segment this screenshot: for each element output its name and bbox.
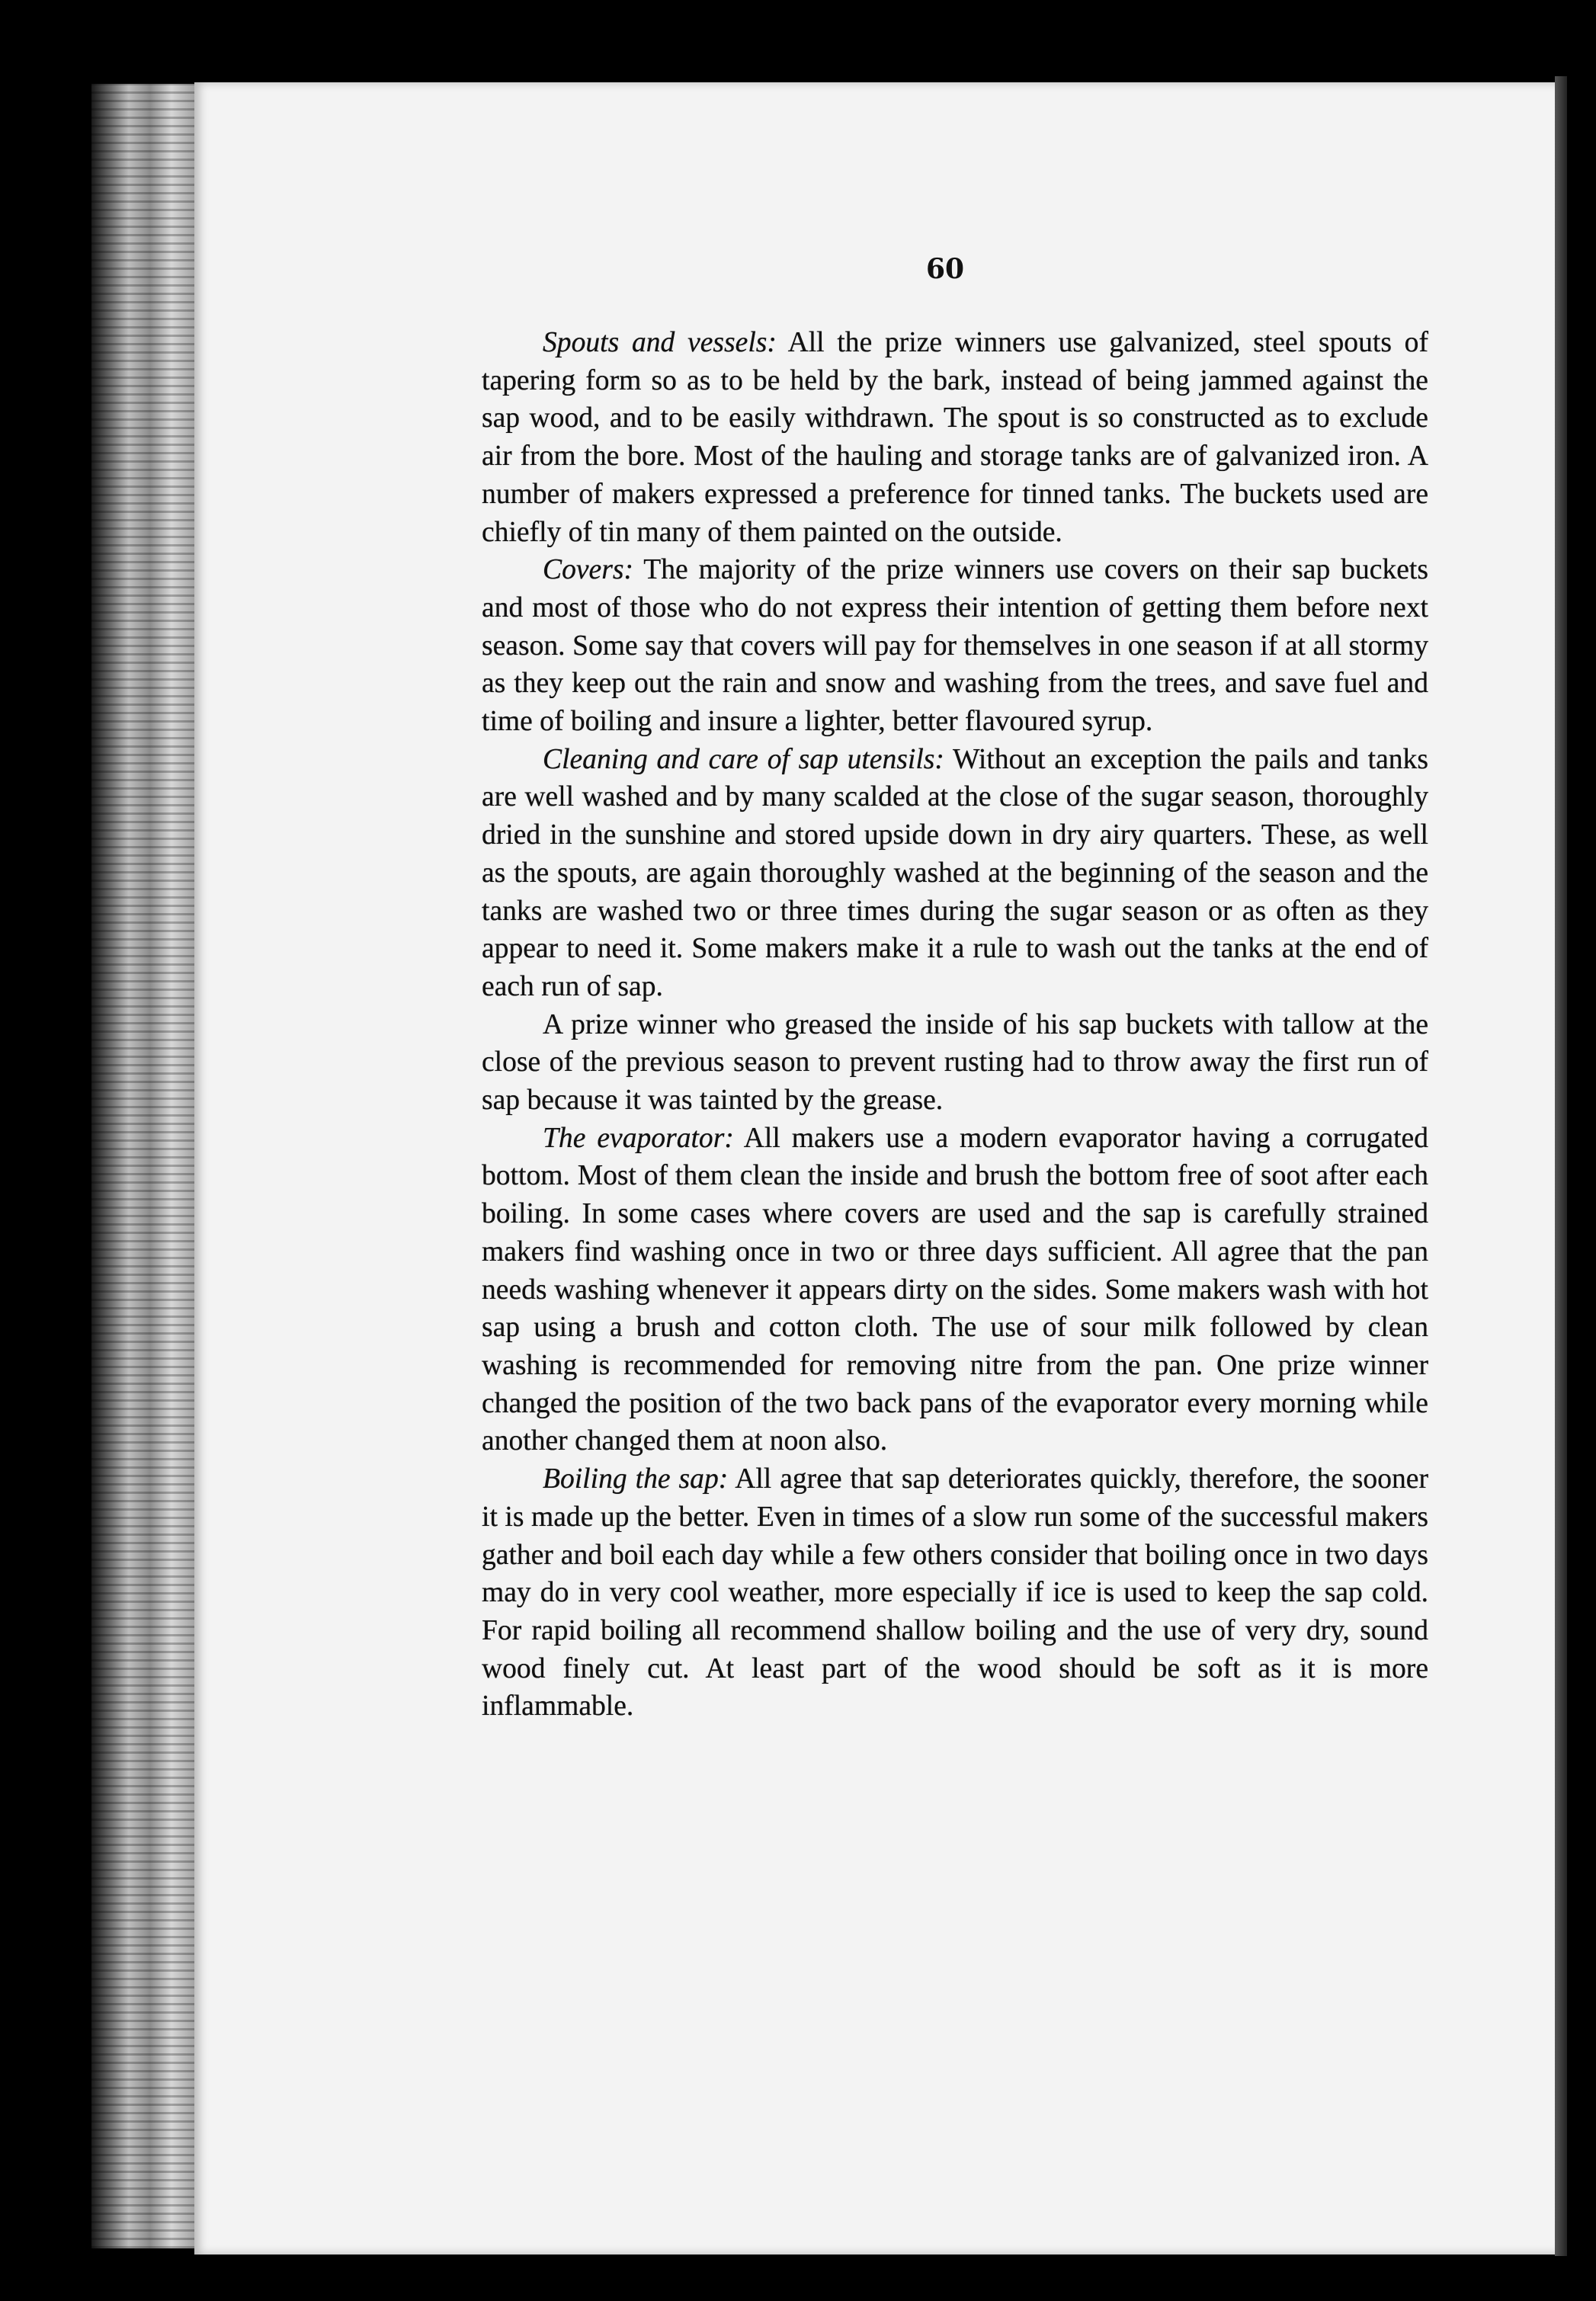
paragraph-body: All the prize winners use galvanized, steel spouts of tapering form so as to be held by the bark, instead of being jammed against the sap wood, and to be easily withdrawn. The spout is so constructed as to exclude air from the bore. Most of the hauling and storage tanks are of galvanized iron. A number of makers expressed a preference for tinned tanks. The buckets used are chiefly of tin many of them painted on the outside. [482, 327, 1428, 548]
paragraph-heading: Cleaning and care of sap utensils: [543, 743, 944, 775]
paragraph-covers [482, 551, 1428, 741]
paragraph-heading: The evaporator: [543, 1122, 734, 1154]
page-number: 60 [926, 253, 965, 285]
paragraph-spouts [482, 324, 1428, 551]
paragraph-body: All makers use a modern evaporator having a corrugated bottom. Most of them clean the inside and brush the bottom free of soot after each boiling. In some cases where covers are used and the sap is carefully strained makers find washing once in two or three days sufficient. All agree that the pan needs washing whenever it appears dirty on the sides. Some makers wash with hot sap using a brush and cotton cloth. The use of sour milk followed by clean washing is recommended for removing nitre from the pan. One prize winner changed the position of the two back pans of the evaporator every morning while another changed them at noon also. [482, 1122, 1428, 1457]
paragraph-body: The majority of the prize winners use covers on their sap buckets and most of those who do not express their intention of getting them before next season. Some say that covers will pay for themselves in one season if at all stormy as they keep out the rain and snow and washing from the trees, and save fuel and time of boiling and insure a lighter, better flavoured syrup. [482, 554, 1428, 738]
paragraph-heading: Spouts and vessels: [543, 327, 777, 358]
paragraph-greased-buckets [482, 1006, 1428, 1120]
paragraph-heading: Boiling the sap: [543, 1463, 729, 1495]
paragraph-body: Without an exception the pails and tanks are well washed and by many scalded at the close of the sugar season, thoroughly dried in the sunshine and stored upside down in dry airy quarters. These, as well as the spouts, are again thoroughly washed at the beginning of the season and the tanks are washed two or three times during the sugar season or as often as they appear to need it. Some makers make it a rule to wash out the tanks at the end of each run of sap. [482, 743, 1428, 1002]
paragraph-body: All agree that sap deteriorates quickly, therefore, the sooner it is made up the better. Even in times of a slow run some of the successful makers gather and boil each day while a few others consider that boiling once in two days may do in very cool weather, more especially if ice is used to keep the sap cold. For rapid boiling all recommend shallow boiling and the use of very dry, sound wood finely cut. At least part of the wood should be soft as it is more inflammable. [482, 1463, 1428, 1723]
paragraph-cleaning [482, 741, 1428, 1006]
paragraph-body: A prize winner who greased the inside of his sap buckets with tallow at the close of the previous season to prevent rusting had to throw away the first run of sap because it was tainted by the grease. [482, 1008, 1428, 1117]
book-binding-edge [91, 84, 198, 2248]
paragraph-boiling [482, 1460, 1428, 1726]
body-text [482, 324, 1428, 1726]
paragraph-heading: Covers: [543, 554, 633, 586]
paragraph-evaporator [482, 1120, 1428, 1460]
page-edge-shadow [1555, 76, 1567, 2256]
